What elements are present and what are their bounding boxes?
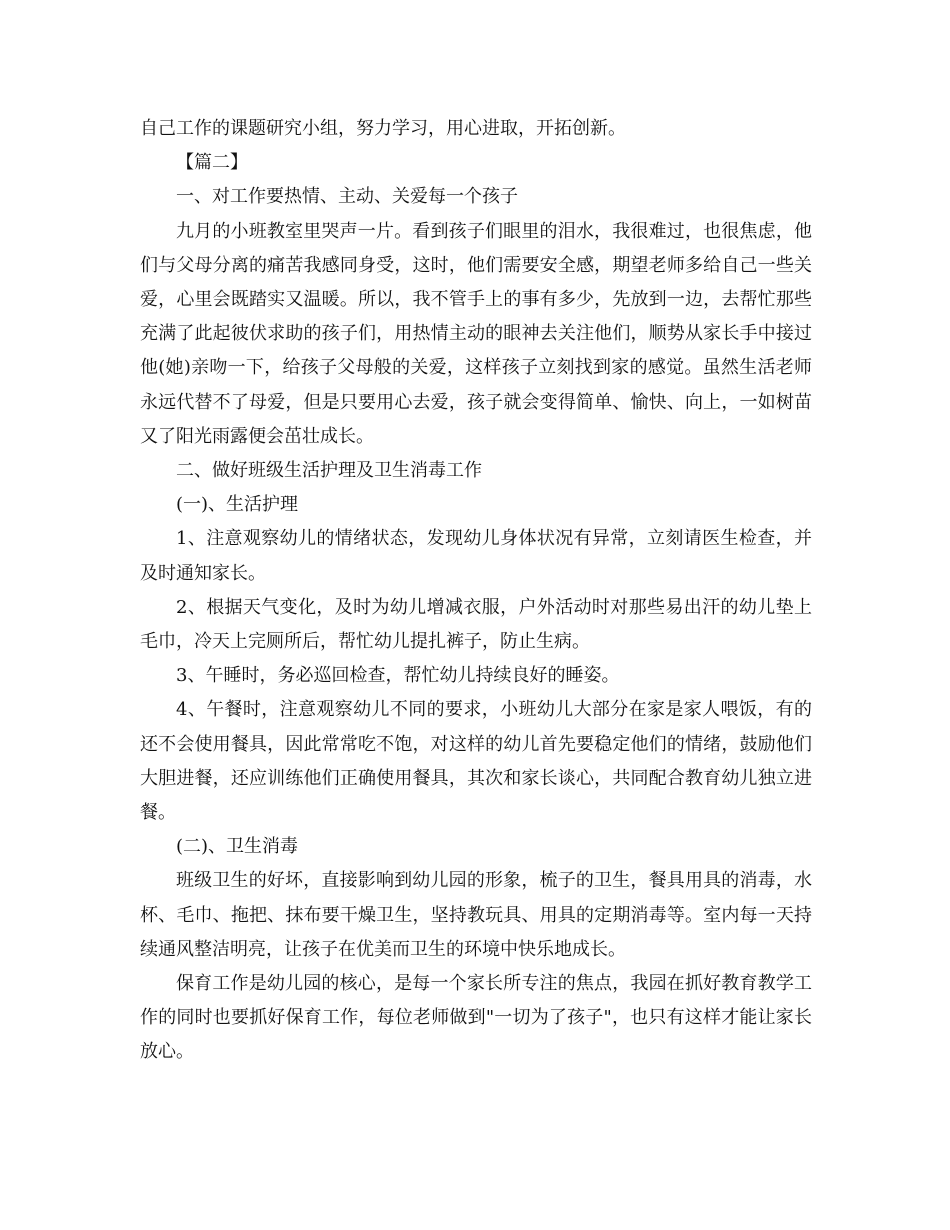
list-item: 3、午睡时，务必巡回检查，帮忙幼儿持续良好的睡姿。 xyxy=(176,665,620,687)
heading-2: 二、做好班级生活护理及卫生消毒工作 xyxy=(176,460,482,482)
section-title: 【篇二】 xyxy=(176,152,248,174)
body-paragraph: 保育工作是幼儿园的核心，是每一个家长所专注的焦点，我园在抓好教育教学工作的同时也要抓好保育工作，每位老师做到"一切为了孩子"，也只有这样才能让家长放心。 xyxy=(140,973,812,1063)
body-paragraph: 九月的小班教室里哭声一片。看到孩子们眼里的泪水，我很难过，也很焦虑，他们与父母分离的痛苦我感同身受，这时，他们需要安全感，期望老师多给自己一些关爱，心里会既踏实又温暖。所以，我不管手上的事有多少，先放到一边，去帮忙那些充满了此起彼伏求助的孩子们，用热情主动的眼神去关注他们，顺势从家长手中接过他(她)亲吻一下，给孩子父母般的关爱，这样孩子立刻找到家的感觉。虽然生活老师永远代替不了母爱，但是只要用心去爱，孩子就会变得简单、愉快、向上，一如树苗又了阳光雨露便会茁壮成长。 xyxy=(140,220,812,447)
continuation-paragraph: 自己工作的课题研究小组，努力学习，用心进取，开拓创新。 xyxy=(140,118,626,139)
subheading-hygiene: (二)、卫生消毒 xyxy=(176,836,299,858)
list-item: 4、午餐时，注意观察幼儿不同的要求，小班幼儿大部分在家是家人喂饭，有的还不会使用餐具，因此常常吃不饱，对这样的幼儿首先要稳定他们的情绪，鼓励他们大胆进餐，还应训练他们正确使用餐具，其次和家长谈心，共同配合教育幼儿独立进餐。 xyxy=(140,699,812,824)
body-paragraph: 班级卫生的好坏，直接影响到幼儿园的形象，梳子的卫生，餐具用具的消毒，水杯、毛巾、拖把、抹布要干燥卫生，坚持教玩具、用具的定期消毒等。室内每一天持续通风整洁明亮，让孩子在优美而卫生的环境中快乐地成长。 xyxy=(140,870,812,960)
subheading-life-care: (一)、生活护理 xyxy=(176,494,299,516)
list-item: 1、注意观察幼儿的情绪状态，发现幼儿身体状况有异常，立刻请医生检查，并及时通知家长。 xyxy=(140,528,812,584)
document-page xyxy=(140,112,812,1070)
list-item: 2、根据天气变化，及时为幼儿增减衣服，户外活动时对那些易出汗的幼儿垫上毛巾，冷天上完厕所后，帮忙幼儿提扎裤子，防止生病。 xyxy=(140,596,812,653)
heading-1: 一、对工作要热情、主动、关爱每一个孩子 xyxy=(176,186,518,208)
